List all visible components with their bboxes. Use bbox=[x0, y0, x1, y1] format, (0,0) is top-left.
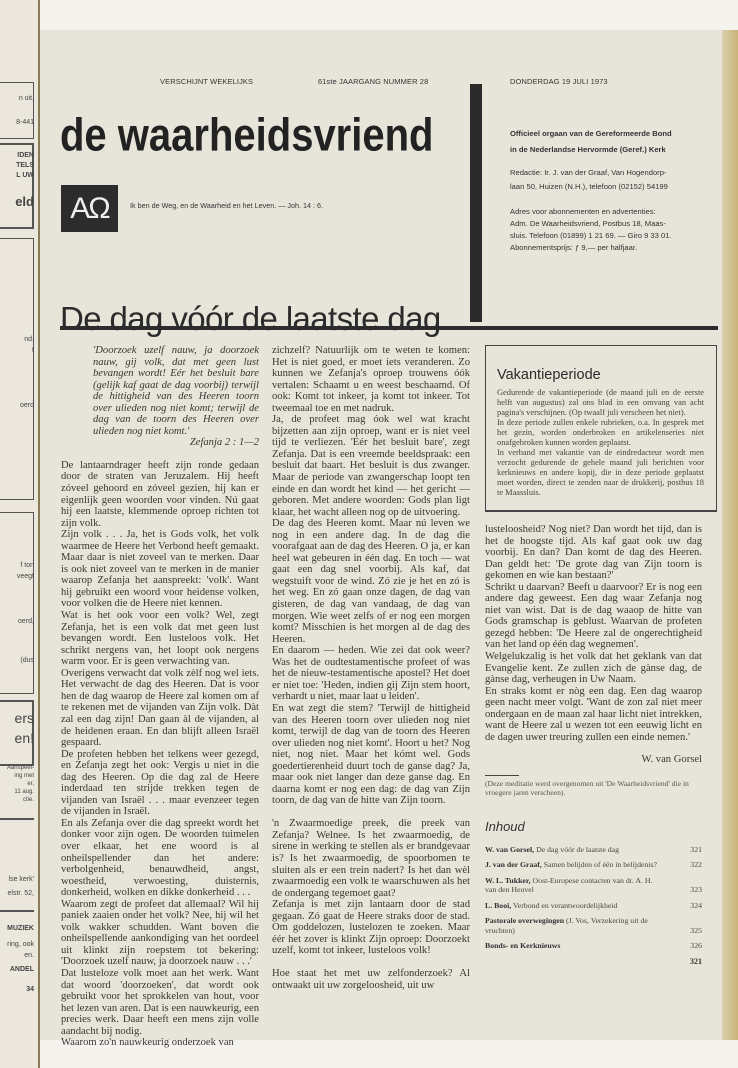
toc-entry[interactable] bbox=[485, 845, 702, 855]
article-left-flow bbox=[61, 345, 259, 1049]
paragraph: Dat lusteloze volk moet aan het werk. Want dat woord 'doorzoeken', dat wordt ook gebruikt voor het sprokkelen van hout, voor het lezen van aren. Dat is een nauwkeurig, een precies werk. Daar heeft een mens zijn volle aandacht bij nodig. bbox=[61, 967, 259, 1037]
paragraph: Zefanja is met zijn lantaarn door de stad gegaan. Zó gaat de Heere straks door de stad. Om goddelozen, lustelozen te zoeken. Maar éér het zover is klinkt Zijn oproep: Doorzoekt uzelf, komt tot inkeer, lusteloos volk! bbox=[272, 899, 470, 957]
paragraph: Wat is het ook voor een volk? Wel, zegt Zefanja, het is een volk dat met geen lust bevangen wordt. Een lusteloos volk. Het schrikt nergens van, het loopt ook nergens warm voor. Er is geen verwachting van. bbox=[61, 610, 259, 668]
margin-fragment: er, bbox=[27, 781, 34, 787]
paragraph: Schrikt u daarvan? Beeft u daarvoor? Er is nog een andere dag geweest. Een dag waar Zefanja nog niet van wist. Dat is de dag waaop de hitte van Gods gramschap is geblust. Waarvan de profeten gezegd hebben: 'De Heere zal de ongerechtigheid van het land op één dag wegnemen'. bbox=[485, 581, 702, 651]
toc-entry[interactable] bbox=[485, 860, 702, 870]
toc-entry[interactable] bbox=[485, 916, 702, 935]
margin-fragment: lse kerk' bbox=[8, 876, 34, 883]
quote-text: 'Doorzoek uzelf nauw, ja doorzoek nauw, gij volk, dat met geen lust bevangen wordt! Eér het besluit bare (gelijk kaf gaat de dag voorbij) terwijl de hittigheid van des Heeren toorn over ulieden nog niet komt; terwijl de dag van de toorn des Heeren over ulieden nog niet komt.' bbox=[93, 345, 259, 437]
editor-line: laan 50, Huizen (N.H.), telefoon (02152) 54199 bbox=[510, 182, 668, 191]
toc-page: 325 bbox=[690, 925, 702, 935]
margin-fragment: 11 aug. bbox=[14, 789, 34, 795]
margin-rule bbox=[0, 910, 34, 912]
margin-fragment: 8-441 bbox=[16, 119, 34, 126]
paragraph: En wat zegt die stem? 'Terwijl de hittigheid van des Heeren toorn over ulieden nog niet komt, terwijl de dag van de toorn des Heeren over ulieden nog niet komt'. Hoort u het? Nog niet, nog niet. Maar het kómt wel. Gods goedertierenheid duurt toch de ganse dag? Ja, maar ook niet langer dan deze ganse dag. En daarna komt er nog een dag: de dag van Zijn toorn, de dag van de hitte van Zijn toorn. bbox=[272, 702, 470, 807]
toc-page: 323 bbox=[690, 885, 702, 895]
paragraph: Waarom zo'n nauwkeurig onderzoek van bbox=[61, 1037, 234, 1049]
margin-fragment: f ton bbox=[20, 562, 34, 569]
margin-fragment: oerd bbox=[19, 402, 34, 409]
toc-title-text: (J. Vos, Verzekering uit de vruchten) bbox=[485, 916, 648, 935]
margin-fragment: (dus bbox=[20, 657, 34, 664]
margin-fragment: oerd, bbox=[18, 618, 34, 625]
margin-fragment: veegt bbox=[16, 573, 34, 580]
margin-fragment: ers bbox=[14, 710, 34, 726]
vakantie-paragraph: In deze periode zullen enkele rubrieken, o.a. In gesprek met het gezin, worden onderbroken en artikelenseries niet onafgebroken kunnen worden geplaatst. bbox=[497, 418, 704, 447]
admin-line: Adres voor abonnementen en advertenties: bbox=[510, 207, 656, 216]
margin-fragment: TELS bbox=[16, 162, 34, 169]
admin-line: sluis. Telefoon (01899) 1 21 69. — Giro 9 33 01. bbox=[510, 231, 672, 240]
paragraph: En daarom — heden. Wie zei dat ook weer? Was het de oudtestamentische profeet of was het de nieuw-testamentische apostel? Het doet er niet toe: 'Heden, indien gij Zijn stem hoort, verhardt u niet, maar laat u leiden'. bbox=[272, 645, 470, 703]
volume-label: 61ste JAARGANG NUMMER 28 bbox=[318, 77, 429, 86]
paragraph: Waarom zegt de profeet dat allemaal? Wil hij paniek zaaien onder het volk? Nee, hij wil het volk wakker schudden. Want boven die onheilspellende aankondiging van het oordeel uit klinkt zijn roepstem tot bekering: 'Doorzoek uzelf nauw, ja doorzoek nauw . . .' bbox=[61, 898, 259, 968]
paragraph: Zijn volk . . . Ja, het is Gods volk, het volk waarmee de Heere het Verbond heeft gemaakt. Maar daar is niet zoveel van te merken. Daar is ook niet zoveel van te merken in de manier waarop Zefanja het aanspreekt: 'volk'. Want hij gebruikt een woord voor heidense volken, voor volken die de Heere niet kennen. bbox=[61, 529, 259, 610]
author-signature: W. van Gorsel bbox=[641, 754, 702, 766]
admin-line: Abonnementsprijs: ƒ 9,— per halfjaar. bbox=[510, 243, 638, 252]
toc-title-text: De dag vóór de laatste dag bbox=[536, 844, 619, 854]
organ-line: in de Nederlandse Hervormde (Geref.) Kerk bbox=[510, 145, 666, 154]
toc-entry[interactable] bbox=[485, 941, 702, 951]
margin-fragment: ctie. bbox=[22, 797, 34, 803]
toc-page: 324 bbox=[690, 900, 702, 910]
margin-fragment: en. bbox=[24, 952, 34, 959]
paragraph: Welgelukzalig is het volk dat het geklank van dat Evangelie kent. Ze zullen zich de gànse dag, de gànse dag, verheugen in Uw Naam. bbox=[485, 651, 702, 686]
paragraph: Hoe staat het met uw zelfonderzoek? Al ontwaakt uit uw zorgeloosheid, uit uw bbox=[272, 968, 470, 991]
footnote: (Deze meditatie werd overgenomen uit 'De Waarheidsvriend' die in vroegere jaren verscheen). bbox=[485, 778, 689, 797]
margin-fragment: t bbox=[32, 347, 34, 354]
toc-author: Bonds- en Kerknieuws bbox=[485, 941, 561, 951]
paragraph: zichzelf? Natuurlijk om te weten te komen: Het is niet goed, er moet iets veranderen. Zo kunnen we Zefanja's oproep trouwens óók vertalen: Schaamt u en weest beschaamd. Of ook: Komt tot inkeer, ja komt tot inkeer. Tot tweemaal toe en met nadruk. bbox=[272, 345, 470, 414]
margin-fragment: eld bbox=[15, 194, 34, 209]
margin-fragment: L UW bbox=[16, 172, 34, 179]
margin-fragment: MUZIEK bbox=[7, 925, 34, 932]
paragraph: En als Zefanja over die dag spreekt wordt het donker voor zijn ogen. De woorden tuimelen over elkaar, het ene woord is al onheilspellender dan het andere: verbolgenheid, benauwdheid, angst, woestheid, verwoesting, duisternis, donkerheid, wolken en dikke donkerheid . . . bbox=[61, 817, 259, 899]
toc-page: 322 bbox=[690, 860, 702, 870]
paragraph: Ja, de profeet mag óok wel wat kracht bijzetten aan zijn oproep, want er is niet veel tijd te verliezen. 'Eér het besluit bare', zegt Zefanja. Dat is een vreemde beeldspraak: een besluit dat baart. Het besluit is dus zwanger. Maar de periode van zwangerschap loopt ten einde en dan wordt het kind — het gericht — geboren. Met andere woorden: Gods plan ligt klaar, het wacht alleen nog op de uitvoering. bbox=[272, 414, 470, 518]
adjacent-page-strip bbox=[0, 0, 40, 1068]
date-label: DONDERDAG 19 JULI 1973 bbox=[510, 77, 608, 86]
margin-fragment: IDEN bbox=[17, 152, 34, 159]
margin-fragment: elstr. 52, bbox=[7, 890, 34, 897]
table-of-contents bbox=[485, 845, 702, 951]
article-column-3 bbox=[485, 524, 702, 797]
vakantie-title: Vakantieperiode bbox=[497, 367, 601, 383]
editor-line: Redactie: Ir. J. van der Graaf, Van Hogendorp- bbox=[510, 168, 667, 177]
article-column-1 bbox=[61, 460, 259, 1049]
paragraph: lusteloosheid? Nog niet? Dan wordt het tijd, dan is het de hoogste tijd. Als kaf gaat ook uw dag voorbij. En dan? Dan komt de dag des Heeren. Dan geldt het: 'De grote dag van Zijn toorn is gekomen en wie kan bestaan?' bbox=[485, 524, 702, 582]
paragraph: En straks komt er nòg een dag. Een dag waarop geen nacht meer volgt. 'Want de zon zal niet meer ondergaan en de maan zal haar licht niet intrekken, want de Heere zal u wezen tot een eeuwig licht en de dagen uwer treuring zullen een einde nemen.' bbox=[485, 685, 702, 743]
frequency-label: VERSCHIJNT WEKELIJKS bbox=[160, 77, 254, 86]
toc-title-text: Oost-Europese contacten van dr. A. H. van den Heuvel bbox=[485, 875, 653, 895]
admin-line: Adm. De Waarheidsvriend, Postbus 18, Maas- bbox=[510, 219, 666, 228]
margin-fragment: ANDEL bbox=[9, 966, 34, 973]
paragraph: De lantaarndrager heeft zijn ronde gedaan door de straten van Jeruzalem. Hij heeft zóveel gehoord en zóveel gezien, hij kan er eigenlijk geen woorden voor vinden. Nú gaat hij een laatste, klemmende oproep richten tot zijn volk. bbox=[61, 459, 259, 529]
toc-author: J. van der Graaf, bbox=[485, 860, 542, 870]
page-number: 321 bbox=[690, 956, 702, 966]
footnote-rule bbox=[485, 775, 519, 776]
margin-fragment: ring, ook bbox=[7, 941, 34, 948]
toc-page: 326 bbox=[690, 941, 702, 951]
margin-fragment: nd. bbox=[24, 336, 34, 343]
toc-author: W. van Gorsel, bbox=[485, 844, 535, 854]
toc-author: Pastorale overwegingen bbox=[485, 916, 565, 926]
toc-title-text: Samen belijden of één in belijdenis? bbox=[543, 860, 658, 870]
quote-source: Zefanja 2 : 1—2 bbox=[189, 437, 259, 449]
margin-box bbox=[0, 82, 34, 139]
vakantie-notice-box bbox=[485, 345, 717, 512]
vakantie-body bbox=[497, 388, 704, 498]
toc-entry[interactable] bbox=[485, 876, 702, 895]
vakantie-paragraph: In verband met vakantie van de eindredacteur wordt men verzocht gedurende de gehele maand juli berichten voor kerknieuws en andere kopij, die in deze periode geplaatst moet worden, direct te zenden naar de drukkerij, postbus 18 te Maassluis. bbox=[497, 448, 704, 497]
masthead-title: de waarheidsvriend bbox=[60, 110, 434, 161]
margin-fragment: Aanspeel- bbox=[6, 765, 34, 771]
margin-rule bbox=[0, 818, 34, 820]
toc-title-text: Verbond en verantwoordelijkheid bbox=[513, 900, 618, 910]
paragraph: Overigens verwacht dat volk zèlf nog wel iets. Het verwacht de dag des Heeren. Dat is voor hen de dag waarop de Heere zal komen om af te rekenen met de vijanden van Zijn volk. Dàt zal een dag zijn! Dan gaan àl de vijanden, al de heidenen eraan. En dan blijft alleen Israël gespaard. bbox=[61, 667, 259, 749]
motto: Ik ben de Weg, en de Waarheid en het Leven. — Joh. 14 : 6. bbox=[130, 201, 323, 210]
toc-author: L. Booi, bbox=[485, 900, 512, 910]
paragraph: De profeten hebben het telkens weer gezegd, en Zefanja zegt het ook: Vergis u niet in die dag des Heeren. Op die dag zal de Heere inderdaad ten strijde trekken tegen de vijanden van Israël . . . maar evenzeer tegen de vijanden in Israël. bbox=[61, 748, 259, 818]
paragraph: De dag des Heeren komt. Maar nú leven we nog in een andere dag. In de dag die voorafgaat aan de dag des Heeren. O ja, er kan heel wat gebeuren in één dag. En toch — wat gaat een dag snel voorbij. Als kaf, dat wegstuift voor de wind. Zó zie je het en zó is het weg. En zó gaan onze dagen, de dag van gisteren, de dag van vandaag, de dag van morgen. Wie weet zelfs of er nog een morgen komt? Misschien is het morgen al de dag des Heeren. bbox=[272, 518, 470, 645]
margin-fragment: en! bbox=[14, 730, 34, 746]
toc-author: W. L. Tukker, bbox=[485, 875, 531, 885]
organ-line: Officieel orgaan van de Gereformeerde Bond bbox=[510, 129, 672, 138]
toc-entry[interactable] bbox=[485, 901, 702, 911]
masthead-divider bbox=[470, 84, 482, 322]
alpha-omega-logo: AΩ bbox=[61, 185, 118, 232]
article-heading: De dag vóór de laatste dag bbox=[60, 300, 441, 337]
margin-fragment: n uit. bbox=[18, 95, 34, 102]
scripture-quote bbox=[93, 345, 259, 449]
toc-page: 321 bbox=[690, 844, 702, 854]
margin-box bbox=[0, 238, 34, 500]
paragraph: 'n Zwaarmoedige preek, die preek van Zefanja? Welnee. Is het zwaarmoedig, de sirene in werking te stellen als er brandgevaar is? Is het zwaarmoedig, de spoorbomen te sluiten als er een trein nadert? Is het dan wèl zwaarmoedig een volk te waarschuwen als het de ondergang tegemoet gaat? bbox=[272, 818, 470, 899]
right-column-flow bbox=[485, 345, 717, 966]
toc-title: Inhoud bbox=[485, 818, 525, 834]
margin-fragment: 34 bbox=[26, 986, 34, 993]
vakantie-paragraph: Gedurende de vakantieperiode (de maand juli en de eerste helft van augustus) zal ons blad in een omvang van acht pagina's verschijnen. (Op twaalf juli verscheen het niet). bbox=[497, 388, 704, 417]
margin-fragment: ing met bbox=[14, 773, 34, 779]
margin-box bbox=[0, 512, 34, 694]
article-column-2 bbox=[272, 345, 470, 992]
paper-edge bbox=[722, 30, 738, 1040]
